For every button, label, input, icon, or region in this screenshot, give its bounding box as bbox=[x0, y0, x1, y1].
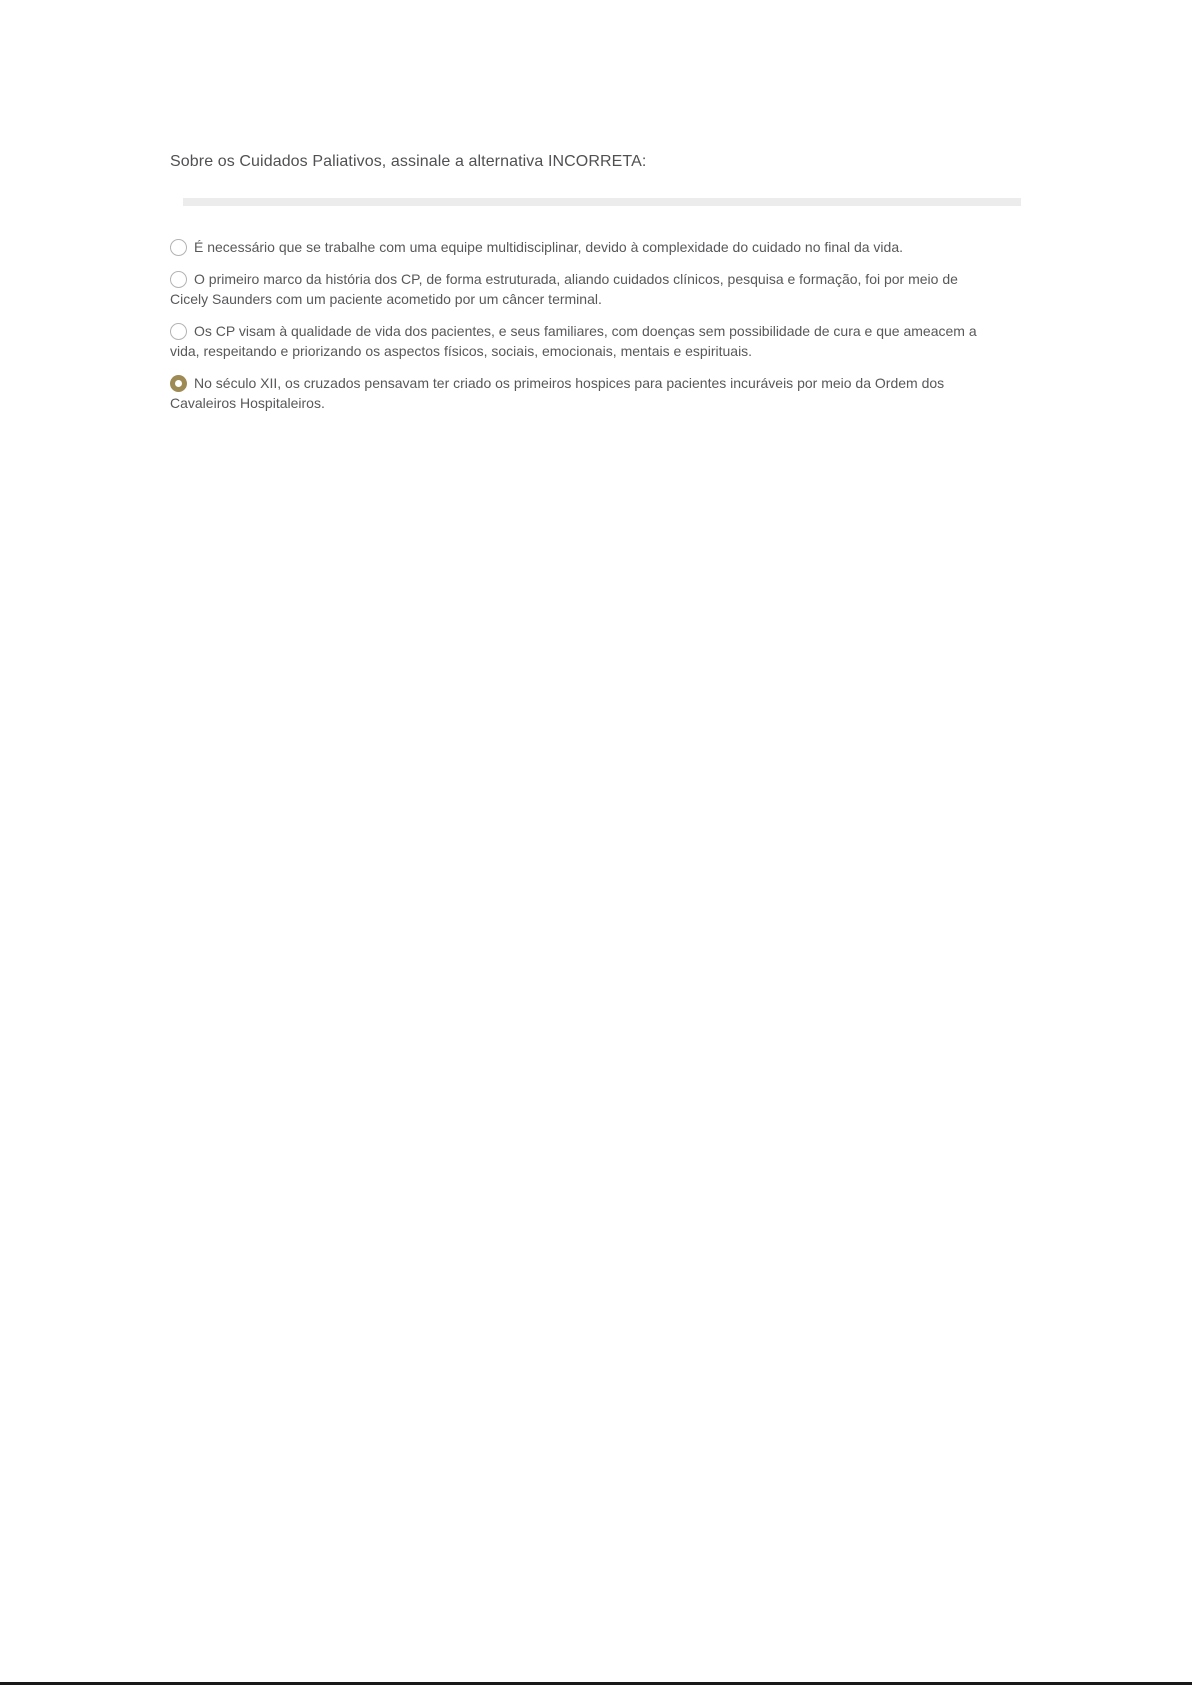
radio-button-icon[interactable] bbox=[170, 271, 187, 288]
radio-button-selected-icon[interactable] bbox=[170, 375, 187, 392]
question-title: Sobre os Cuidados Paliativos, assinale a alternativa INCORRETA: bbox=[170, 153, 647, 170]
radio-button-icon[interactable] bbox=[170, 239, 187, 256]
answer-option-label: Os CP visam à qualidade de vida dos pacientes, e seus familiares, com doenças sem possibilidade de cura e que ameacem a vida, respeitando e priorizando os aspectos físicos, sociais, emocionais, mentais e espirituais. bbox=[170, 323, 977, 359]
answer-option-c[interactable] bbox=[170, 321, 982, 361]
answer-option-label: O primeiro marco da história dos CP, de forma estruturada, aliando cuidados clínicos, pesquisa e formação, foi por meio de Cicely Saunders com um paciente acometido por um câncer terminal. bbox=[170, 271, 958, 307]
radio-button-icon[interactable] bbox=[170, 323, 187, 340]
answer-option-d[interactable] bbox=[170, 373, 982, 413]
quiz-question-panel bbox=[170, 152, 1021, 425]
answer-option-label: No século XII, os cruzados pensavam ter criado os primeiros hospices para pacientes incuráveis por meio da Ordem dos Cavaleiros Hospitaleiros. bbox=[170, 375, 945, 411]
answer-option-b[interactable] bbox=[170, 269, 982, 309]
answer-options-list bbox=[170, 237, 1021, 413]
answer-option-a[interactable] bbox=[170, 237, 982, 257]
answer-option-label: É necessário que se trabalhe com uma equipe multidisciplinar, devido à complexidade do cuidado no final da vida. bbox=[194, 239, 903, 255]
question-divider bbox=[183, 198, 1021, 206]
